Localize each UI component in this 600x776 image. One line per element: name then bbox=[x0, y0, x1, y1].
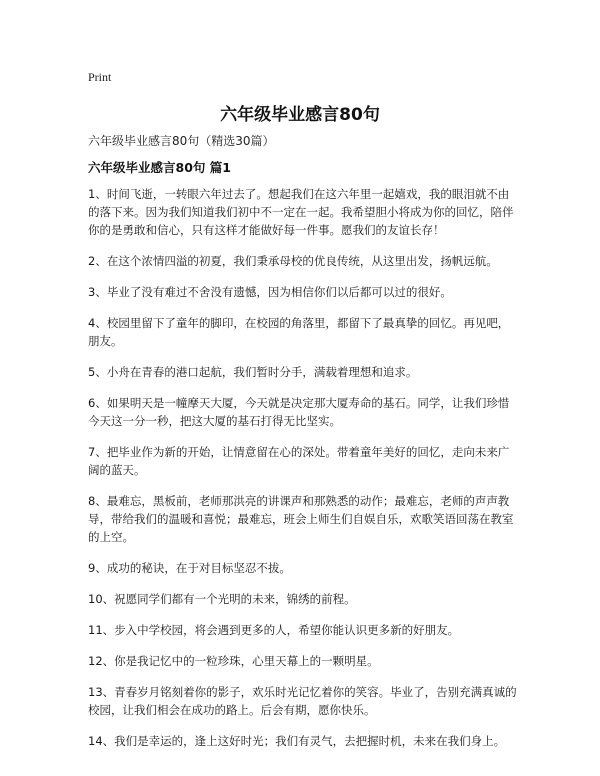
quote-list bbox=[88, 185, 518, 763]
list-item: 13、青春岁月铭刻着你的影子，欢乐时光记忆着你的笑容。毕业了，告别充满真诚的校园，让我们相会在成功的路上。后会有期，愿你快乐。 bbox=[88, 685, 517, 717]
list-item: 5、小舟在青春的港口起航，我们暂时分手，满载着理想和追求。 bbox=[88, 365, 418, 379]
list-item: 4、校园里留下了童年的脚印，在校园的角落里，都留下了最真挚的回忆。再见吧，朋友。 bbox=[88, 316, 510, 348]
subtitle: 六年级毕业感言80句（精选30篇） bbox=[88, 134, 275, 148]
print-label[interactable]: Print bbox=[88, 70, 112, 84]
list-item: 14、我们是幸运的，逢上这好时光；我们有灵气，去把握时机，未来在我们身上。 bbox=[88, 734, 506, 748]
section-heading: 六年级毕业感言80句 篇1 bbox=[88, 160, 231, 175]
page-title: 六年级毕业感言80句 bbox=[220, 105, 380, 125]
list-item: 2、在这个浓情四溢的初夏，我们秉承母校的优良传统，从这里出发，扬帆远航。 bbox=[88, 254, 498, 268]
list-item: 8、最难忘，黑板前，老师那洪亮的讲课声和那熟悉的动作；最难忘，老师的声声教导，带给我们的温暖和喜悦；最难忘，班会上师生们自娱自乐，欢歌笑语回荡在教室的上空。 bbox=[88, 494, 514, 544]
list-item: 7、把毕业作为新的开始，让情意留在心的深处。带着童年美好的回忆，走向未来广阔的蓝天。 bbox=[88, 445, 510, 477]
list-item: 10、祝愿同学们都有一个光明的未来，锦绣的前程。 bbox=[88, 592, 356, 606]
list-item: 9、成功的秘诀，在于对目标坚忍不拔。 bbox=[88, 561, 291, 575]
list-item: 3、毕业了没有难过不舍没有遗憾，因为相信你们以后都可以过的很好。 bbox=[88, 285, 452, 299]
list-item: 1、时间飞逝，一转眼六年过去了。想起我们在这六年里一起嬉戏，我的眼泪就不由的落下来。因为我们知道我们初中不一定在一起。我希望胆小将成为你的回忆，陪伴你的是勇敢和信心，只有这样才能做好每一件事。愿我们的友谊长存！ bbox=[88, 187, 514, 237]
list-item: 12、你是我记忆中的一粒珍珠，心里天幕上的一颗明星。 bbox=[88, 654, 379, 668]
list-item: 11、步入中学校园，将会遇到更多的人，希望你能认识更多新的好朋友。 bbox=[88, 623, 460, 637]
list-item: 6、如果明天是一幢摩天大厦，今天就是决定那大厦寿命的基石。同学，让我们珍惜今天这一分一秒，把这大厦的基石打得无比坚实。 bbox=[88, 396, 510, 428]
